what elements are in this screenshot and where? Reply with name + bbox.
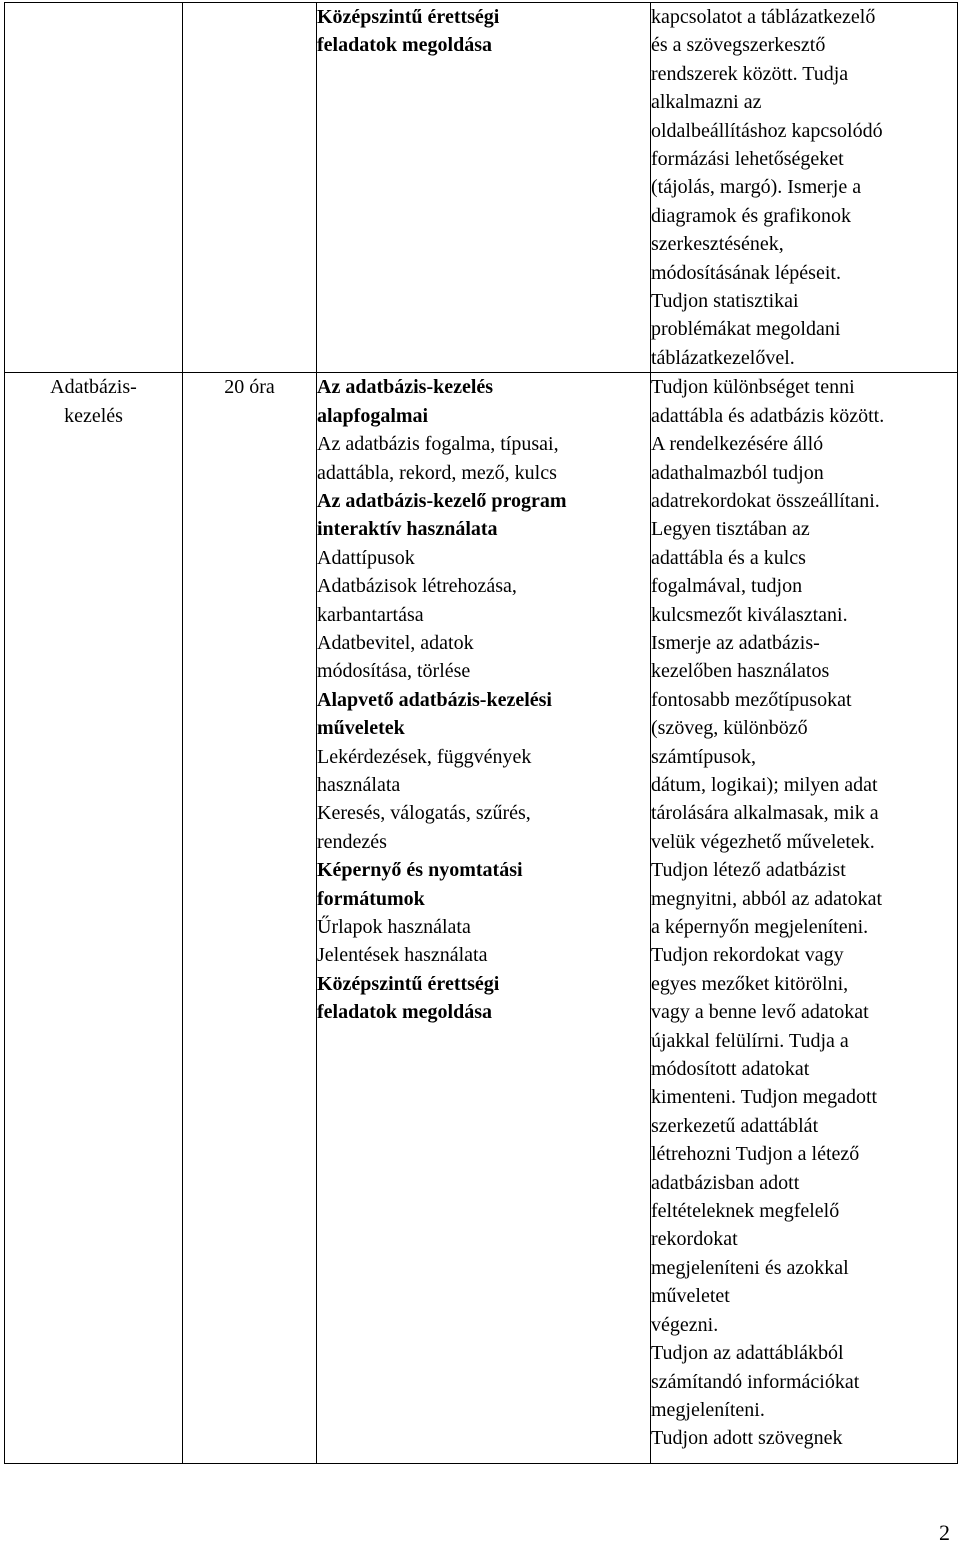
text-line: dátum, logikai); milyen adat: [651, 773, 878, 796]
text-line: használata: [317, 773, 401, 796]
text-line: tárolására alkalmasak, mik a: [651, 802, 879, 825]
text-line: Tudjon statisztikai: [651, 290, 799, 313]
text-line: kulcsmezőt kiválasztani.: [651, 603, 848, 626]
text-line: alkalmazni az: [651, 91, 762, 114]
text-line: vagy a benne levő adatokat: [651, 1001, 869, 1024]
text-line: problémákat megoldani: [651, 318, 841, 341]
text-line: szerkezetű adattáblát: [651, 1114, 819, 1137]
page-number: 2: [939, 1520, 950, 1545]
text-line: műveletet: [651, 1285, 730, 1308]
text-line: rendezés: [317, 830, 387, 853]
text-line: módosított adatokat: [651, 1058, 810, 1081]
content-cell: [317, 373, 651, 1464]
text-line: számítandó információkat: [651, 1370, 860, 1393]
text-line: adattábla és a kulcs: [651, 546, 806, 569]
text-line: Űrlapok használata: [317, 916, 471, 938]
heading-line: feladatok megoldása: [317, 1001, 492, 1024]
text-line: formázási lehetőségeket: [651, 148, 844, 171]
topic-cell-empty: [5, 3, 183, 373]
text-line: rekordokat: [651, 1228, 738, 1251]
topic-cell: [5, 373, 183, 1464]
text-line: egyes mezőket kitörölni,: [651, 972, 849, 995]
text-line: megjeleníteni és azokkal: [651, 1256, 849, 1279]
text-line: kimenteni. Tudjon megadott: [651, 1086, 878, 1109]
text-line: oldalbeállításhoz kapcsolódó: [651, 119, 883, 142]
text-line: létrehozni Tudjon a létező: [651, 1143, 860, 1166]
text-line: adatbázisban adott: [651, 1171, 800, 1194]
text-line: megnyitni, abból az adatokat: [651, 887, 883, 910]
text-line: táblázatkezelővel.: [651, 346, 795, 369]
text-line: újakkal felülírni. Tudja a: [651, 1029, 849, 1052]
text-line: Tudjon az adattáblákból: [651, 1342, 844, 1365]
hours-cell-empty: [183, 3, 317, 373]
text-line: adatrekordokat összeállítani.: [651, 489, 880, 512]
requirements-lines: [651, 373, 957, 1452]
hours-value: 20 óra: [224, 376, 275, 399]
text-line: Tudjon létező adatbázist: [651, 859, 846, 882]
text-line: Adatbázisok létrehozása,: [317, 575, 517, 598]
requirements-lines: [651, 3, 957, 372]
heading-line: alapfogalmai: [317, 404, 429, 427]
text-line: adattábla, rekord, mező, kulcs: [317, 461, 557, 484]
text-line: és a szövegszerkesztő: [651, 34, 826, 57]
text-line: fogalmával, tudjon: [651, 575, 803, 598]
text-line: Keresés, válogatás, szűrés,: [317, 802, 531, 825]
heading-line: feladatok megoldása: [317, 34, 492, 57]
curriculum-table: [4, 2, 958, 1464]
text-line: kezelőben használatos: [651, 660, 830, 683]
text-line: A rendelkezésére álló: [651, 433, 824, 456]
heading-line: formátumok: [317, 887, 425, 910]
text-line: fontosabb mezőtípusokat: [651, 688, 852, 711]
text-line: szerkesztésének,: [651, 233, 784, 256]
text-line: rendszerek között. Tudja: [651, 62, 849, 85]
heading-line: interaktív használata: [317, 518, 498, 541]
text-line: velük végezhető műveletek.: [651, 830, 875, 853]
text-line: a képernyőn megjeleníteni.: [651, 916, 869, 938]
text-line: Az adatbázis fogalma, típusai,: [317, 433, 559, 456]
content-lines: [317, 3, 650, 60]
text-line: adathalmazból tudjon: [651, 461, 824, 484]
text-line: (tájolás, margó). Ismerje a: [651, 176, 862, 199]
text-line: végezni.: [651, 1313, 719, 1336]
text-line: (szöveg, különböző: [651, 717, 808, 740]
text-line: számtípusok,: [651, 745, 756, 768]
table-row: [5, 3, 958, 373]
text-line: módosításának lépéseit.: [651, 261, 841, 284]
requirements-cell: [651, 3, 958, 373]
text-line: Tudjon adott szövegnek: [651, 1427, 843, 1450]
text-line: kapcsolatot a táblázatkezelő: [651, 6, 876, 28]
topic-name-line: Adatbázis-: [50, 376, 137, 399]
text-line: megjeleníteni.: [651, 1398, 765, 1421]
content-lines: [317, 373, 650, 1026]
text-line: adattábla és adatbázis között.: [651, 404, 885, 427]
requirements-cell: [651, 373, 958, 1464]
text-line: feltételeknek megfelelő: [651, 1200, 840, 1223]
heading-line: Az adatbázis-kezelés: [317, 376, 494, 399]
text-line: diagramok és grafikonok: [651, 204, 851, 227]
text-line: Legyen tisztában az: [651, 518, 810, 541]
text-line: módosítása, törlése: [317, 660, 471, 683]
heading-line: Alapvető adatbázis-kezelési: [317, 688, 552, 711]
heading-line: Képernyő és nyomtatási: [317, 859, 523, 882]
hours-cell: [183, 373, 317, 1464]
heading-line: Az adatbázis-kezelő program: [317, 489, 567, 512]
heading-line: Középszintű érettségi: [317, 6, 500, 28]
text-line: Adatbevitel, adatok: [317, 631, 474, 654]
heading-line: Középszintű érettségi: [317, 972, 500, 995]
text-line: Jelentések használata: [317, 944, 488, 967]
text-line: Tudjon rekordokat vagy: [651, 944, 844, 967]
text-line: karbantartása: [317, 603, 424, 626]
text-line: Lekérdezések, függvények: [317, 745, 532, 768]
table-row: [5, 373, 958, 1464]
text-line: Tudjon különbséget tenni: [651, 376, 855, 399]
topic-name-line: kezelés: [64, 404, 123, 427]
heading-line: műveletek: [317, 717, 405, 740]
text-line: Adattípusok: [317, 546, 415, 569]
text-line: Ismerje az adatbázis-: [651, 631, 820, 654]
content-cell: [317, 3, 651, 373]
